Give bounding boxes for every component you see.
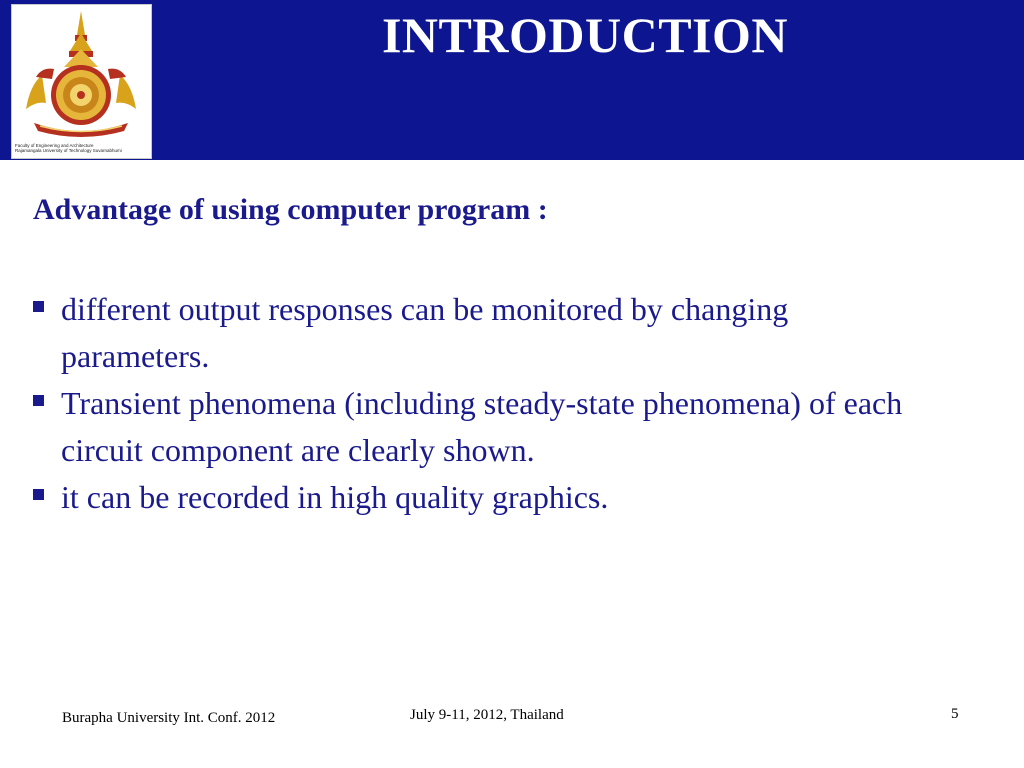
square-bullet-icon [33, 489, 44, 500]
header-bar [0, 0, 1024, 160]
list-item [33, 474, 913, 521]
list-item [33, 380, 913, 474]
list-item [33, 286, 913, 380]
page-number: 5 [951, 706, 959, 722]
bullet-list [33, 286, 913, 521]
square-bullet-icon [33, 395, 44, 406]
bullet-text: it can be recorded in high quality graphics. [61, 479, 609, 515]
bullet-text: Transient phenomena (including steady-state phenomena) of each circuit component are clearly shown. [61, 385, 903, 468]
university-crest-icon [12, 5, 151, 141]
logo-caption [15, 143, 148, 153]
section-subtitle: Advantage of using computer program : [33, 193, 548, 226]
footer-conference: Burapha University Int. Conf. 2012 [62, 710, 276, 726]
logo-caption-line2: Rajamangala University of Technology Suvarnabhumi [15, 148, 122, 153]
square-bullet-icon [33, 301, 44, 312]
logo-caption-line1: Faculty of Engineering and Architecture [15, 143, 94, 148]
logo-box [11, 4, 152, 159]
page-title: INTRODUCTION [381, 7, 789, 63]
footer-date: July 9-11, 2012, Thailand [410, 707, 564, 723]
bullet-text: different output responses can be monitored by changing parameters. [61, 291, 789, 374]
